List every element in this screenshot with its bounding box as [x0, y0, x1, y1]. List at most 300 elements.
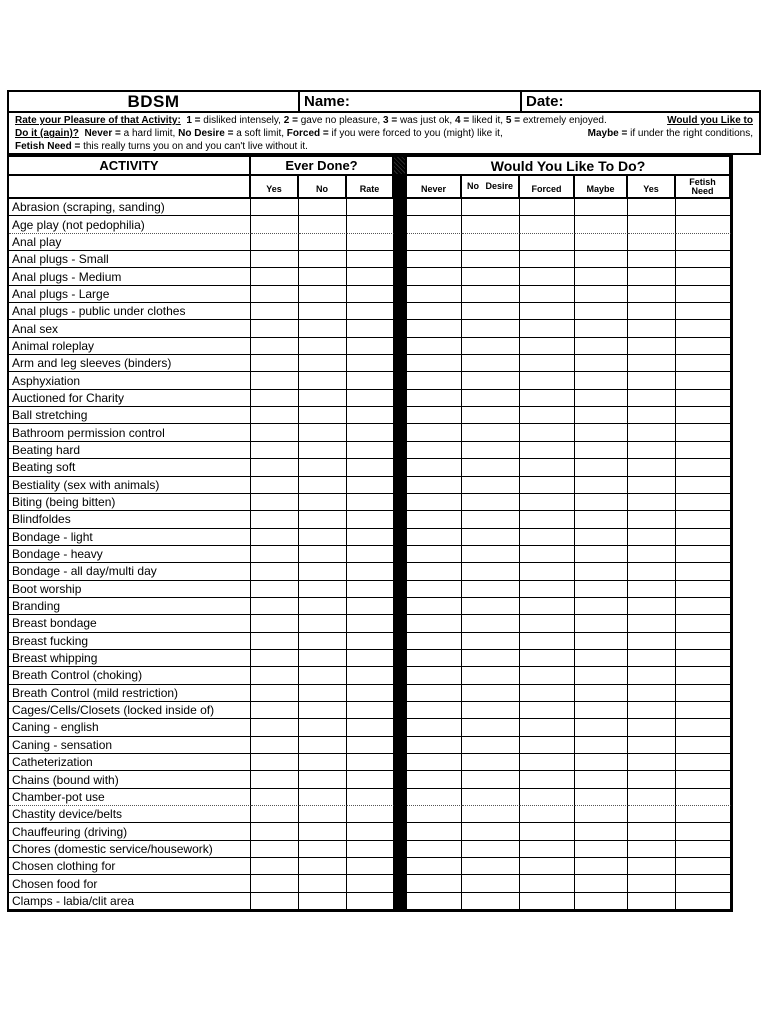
would-like-cell[interactable] [575, 633, 628, 650]
would-like-cell[interactable] [676, 650, 731, 667]
ever-done-cell[interactable] [251, 893, 299, 910]
would-like-cell[interactable] [407, 598, 462, 615]
ever-done-cell[interactable] [251, 581, 299, 598]
would-like-cell[interactable] [676, 754, 731, 771]
would-like-cell[interactable] [676, 286, 731, 303]
would-like-cell[interactable] [462, 303, 520, 320]
ever-done-cell[interactable] [251, 858, 299, 875]
would-like-cell[interactable] [676, 667, 731, 684]
ever-done-cell[interactable] [251, 771, 299, 788]
would-like-cell[interactable] [575, 615, 628, 632]
would-like-cell[interactable] [407, 442, 462, 459]
ever-done-cell[interactable] [347, 650, 394, 667]
ever-done-cell[interactable] [347, 494, 394, 511]
ever-done-cell[interactable] [299, 563, 347, 580]
ever-done-cell[interactable] [251, 199, 299, 216]
would-like-cell[interactable] [628, 494, 676, 511]
ever-done-cell[interactable] [299, 477, 347, 494]
would-like-cell[interactable] [628, 234, 676, 251]
would-like-cell[interactable] [407, 858, 462, 875]
would-like-cell[interactable] [407, 390, 462, 407]
ever-done-cell[interactable] [299, 875, 347, 892]
would-like-cell[interactable] [628, 841, 676, 858]
would-like-cell[interactable] [407, 407, 462, 424]
would-like-cell[interactable] [407, 355, 462, 372]
would-like-cell[interactable] [520, 581, 575, 598]
ever-done-cell[interactable] [299, 459, 347, 476]
would-like-cell[interactable] [676, 216, 731, 233]
ever-done-cell[interactable] [251, 407, 299, 424]
would-like-cell[interactable] [628, 459, 676, 476]
would-like-cell[interactable] [462, 650, 520, 667]
would-like-cell[interactable] [575, 823, 628, 840]
ever-done-cell[interactable] [347, 875, 394, 892]
would-like-cell[interactable] [462, 234, 520, 251]
ever-done-cell[interactable] [299, 650, 347, 667]
ever-done-cell[interactable] [299, 424, 347, 441]
would-like-cell[interactable] [628, 251, 676, 268]
would-like-cell[interactable] [575, 320, 628, 337]
would-like-cell[interactable] [520, 841, 575, 858]
would-like-cell[interactable] [628, 702, 676, 719]
would-like-cell[interactable] [676, 823, 731, 840]
ever-done-cell[interactable] [347, 372, 394, 389]
ever-done-cell[interactable] [251, 424, 299, 441]
would-like-cell[interactable] [676, 546, 731, 563]
would-like-cell[interactable] [462, 737, 520, 754]
ever-done-cell[interactable] [347, 424, 394, 441]
would-like-cell[interactable] [462, 563, 520, 580]
would-like-cell[interactable] [575, 685, 628, 702]
ever-done-cell[interactable] [251, 685, 299, 702]
ever-done-cell[interactable] [251, 251, 299, 268]
ever-done-cell[interactable] [347, 789, 394, 806]
would-like-cell[interactable] [575, 286, 628, 303]
date-field[interactable] [520, 92, 759, 111]
would-like-cell[interactable] [628, 806, 676, 823]
would-like-cell[interactable] [407, 806, 462, 823]
would-like-cell[interactable] [676, 737, 731, 754]
would-like-cell[interactable] [575, 390, 628, 407]
ever-done-cell[interactable] [299, 234, 347, 251]
ever-done-cell[interactable] [347, 823, 394, 840]
ever-done-cell[interactable] [347, 390, 394, 407]
would-like-cell[interactable] [407, 893, 462, 910]
would-like-cell[interactable] [628, 442, 676, 459]
would-like-cell[interactable] [462, 754, 520, 771]
would-like-cell[interactable] [462, 268, 520, 285]
would-like-cell[interactable] [462, 875, 520, 892]
would-like-cell[interactable] [520, 511, 575, 528]
would-like-cell[interactable] [520, 234, 575, 251]
would-like-cell[interactable] [520, 667, 575, 684]
would-like-cell[interactable] [676, 407, 731, 424]
would-like-cell[interactable] [407, 633, 462, 650]
ever-done-cell[interactable] [299, 390, 347, 407]
would-like-cell[interactable] [628, 598, 676, 615]
would-like-cell[interactable] [520, 303, 575, 320]
would-like-cell[interactable] [628, 685, 676, 702]
would-like-cell[interactable] [575, 511, 628, 528]
would-like-cell[interactable] [676, 858, 731, 875]
would-like-cell[interactable] [462, 667, 520, 684]
would-like-cell[interactable] [462, 771, 520, 788]
would-like-cell[interactable] [575, 338, 628, 355]
would-like-cell[interactable] [628, 268, 676, 285]
ever-done-cell[interactable] [299, 355, 347, 372]
would-like-cell[interactable] [520, 529, 575, 546]
would-like-cell[interactable] [676, 303, 731, 320]
ever-done-cell[interactable] [299, 286, 347, 303]
would-like-cell[interactable] [520, 338, 575, 355]
would-like-cell[interactable] [575, 598, 628, 615]
would-like-cell[interactable] [575, 477, 628, 494]
would-like-cell[interactable] [628, 737, 676, 754]
would-like-cell[interactable] [575, 719, 628, 736]
would-like-cell[interactable] [462, 633, 520, 650]
ever-done-cell[interactable] [251, 338, 299, 355]
ever-done-cell[interactable] [299, 511, 347, 528]
would-like-cell[interactable] [462, 719, 520, 736]
ever-done-cell[interactable] [299, 494, 347, 511]
ever-done-cell[interactable] [347, 511, 394, 528]
would-like-cell[interactable] [575, 199, 628, 216]
would-like-cell[interactable] [462, 494, 520, 511]
would-like-cell[interactable] [462, 355, 520, 372]
name-field[interactable] [298, 92, 520, 111]
ever-done-cell[interactable] [347, 529, 394, 546]
ever-done-cell[interactable] [299, 771, 347, 788]
ever-done-cell[interactable] [347, 737, 394, 754]
would-like-cell[interactable] [520, 771, 575, 788]
ever-done-cell[interactable] [251, 563, 299, 580]
ever-done-cell[interactable] [251, 546, 299, 563]
ever-done-cell[interactable] [347, 546, 394, 563]
would-like-cell[interactable] [676, 494, 731, 511]
would-like-cell[interactable] [520, 251, 575, 268]
would-like-cell[interactable] [628, 719, 676, 736]
would-like-cell[interactable] [676, 841, 731, 858]
ever-done-cell[interactable] [347, 581, 394, 598]
would-like-cell[interactable] [407, 286, 462, 303]
would-like-cell[interactable] [575, 216, 628, 233]
would-like-cell[interactable] [520, 893, 575, 910]
ever-done-cell[interactable] [347, 615, 394, 632]
ever-done-cell[interactable] [299, 858, 347, 875]
ever-done-cell[interactable] [251, 754, 299, 771]
would-like-cell[interactable] [407, 667, 462, 684]
would-like-cell[interactable] [462, 598, 520, 615]
ever-done-cell[interactable] [299, 685, 347, 702]
would-like-cell[interactable] [407, 372, 462, 389]
ever-done-cell[interactable] [251, 494, 299, 511]
would-like-cell[interactable] [462, 320, 520, 337]
would-like-cell[interactable] [628, 477, 676, 494]
ever-done-cell[interactable] [299, 303, 347, 320]
would-like-cell[interactable] [407, 789, 462, 806]
would-like-cell[interactable] [520, 615, 575, 632]
would-like-cell[interactable] [462, 251, 520, 268]
ever-done-cell[interactable] [299, 806, 347, 823]
would-like-cell[interactable] [407, 702, 462, 719]
would-like-cell[interactable] [462, 424, 520, 441]
ever-done-cell[interactable] [347, 199, 394, 216]
would-like-cell[interactable] [520, 633, 575, 650]
ever-done-cell[interactable] [251, 598, 299, 615]
ever-done-cell[interactable] [299, 529, 347, 546]
would-like-cell[interactable] [676, 511, 731, 528]
would-like-cell[interactable] [628, 407, 676, 424]
ever-done-cell[interactable] [347, 702, 394, 719]
would-like-cell[interactable] [676, 199, 731, 216]
would-like-cell[interactable] [407, 477, 462, 494]
ever-done-cell[interactable] [251, 615, 299, 632]
would-like-cell[interactable] [676, 338, 731, 355]
would-like-cell[interactable] [676, 529, 731, 546]
would-like-cell[interactable] [628, 581, 676, 598]
would-like-cell[interactable] [520, 858, 575, 875]
would-like-cell[interactable] [462, 407, 520, 424]
ever-done-cell[interactable] [251, 477, 299, 494]
would-like-cell[interactable] [628, 199, 676, 216]
would-like-cell[interactable] [462, 390, 520, 407]
would-like-cell[interactable] [676, 563, 731, 580]
would-like-cell[interactable] [462, 789, 520, 806]
ever-done-cell[interactable] [347, 251, 394, 268]
ever-done-cell[interactable] [251, 806, 299, 823]
would-like-cell[interactable] [462, 858, 520, 875]
would-like-cell[interactable] [676, 390, 731, 407]
ever-done-cell[interactable] [299, 598, 347, 615]
would-like-cell[interactable] [628, 893, 676, 910]
ever-done-cell[interactable] [299, 667, 347, 684]
would-like-cell[interactable] [628, 511, 676, 528]
would-like-cell[interactable] [462, 286, 520, 303]
would-like-cell[interactable] [462, 477, 520, 494]
would-like-cell[interactable] [628, 875, 676, 892]
would-like-cell[interactable] [628, 546, 676, 563]
would-like-cell[interactable] [407, 268, 462, 285]
would-like-cell[interactable] [628, 771, 676, 788]
would-like-cell[interactable] [575, 789, 628, 806]
ever-done-cell[interactable] [299, 841, 347, 858]
would-like-cell[interactable] [575, 372, 628, 389]
ever-done-cell[interactable] [251, 303, 299, 320]
ever-done-cell[interactable] [251, 216, 299, 233]
would-like-cell[interactable] [676, 893, 731, 910]
would-like-cell[interactable] [520, 598, 575, 615]
ever-done-cell[interactable] [299, 407, 347, 424]
would-like-cell[interactable] [520, 806, 575, 823]
would-like-cell[interactable] [520, 789, 575, 806]
would-like-cell[interactable] [407, 581, 462, 598]
ever-done-cell[interactable] [347, 268, 394, 285]
ever-done-cell[interactable] [347, 806, 394, 823]
would-like-cell[interactable] [462, 841, 520, 858]
ever-done-cell[interactable] [347, 442, 394, 459]
would-like-cell[interactable] [575, 303, 628, 320]
would-like-cell[interactable] [462, 546, 520, 563]
ever-done-cell[interactable] [251, 372, 299, 389]
would-like-cell[interactable] [575, 650, 628, 667]
ever-done-cell[interactable] [251, 511, 299, 528]
ever-done-cell[interactable] [347, 477, 394, 494]
would-like-cell[interactable] [407, 685, 462, 702]
ever-done-cell[interactable] [347, 685, 394, 702]
would-like-cell[interactable] [575, 771, 628, 788]
ever-done-cell[interactable] [251, 737, 299, 754]
ever-done-cell[interactable] [347, 355, 394, 372]
ever-done-cell[interactable] [347, 407, 394, 424]
ever-done-cell[interactable] [299, 719, 347, 736]
would-like-cell[interactable] [407, 841, 462, 858]
would-like-cell[interactable] [676, 771, 731, 788]
would-like-cell[interactable] [520, 702, 575, 719]
would-like-cell[interactable] [628, 563, 676, 580]
ever-done-cell[interactable] [299, 737, 347, 754]
would-like-cell[interactable] [462, 615, 520, 632]
would-like-cell[interactable] [407, 650, 462, 667]
would-like-cell[interactable] [628, 858, 676, 875]
ever-done-cell[interactable] [251, 667, 299, 684]
would-like-cell[interactable] [462, 823, 520, 840]
ever-done-cell[interactable] [299, 754, 347, 771]
ever-done-cell[interactable] [347, 633, 394, 650]
would-like-cell[interactable] [462, 459, 520, 476]
would-like-cell[interactable] [520, 754, 575, 771]
would-like-cell[interactable] [407, 199, 462, 216]
would-like-cell[interactable] [628, 320, 676, 337]
ever-done-cell[interactable] [347, 754, 394, 771]
would-like-cell[interactable] [407, 459, 462, 476]
would-like-cell[interactable] [407, 823, 462, 840]
would-like-cell[interactable] [462, 372, 520, 389]
would-like-cell[interactable] [407, 615, 462, 632]
ever-done-cell[interactable] [347, 719, 394, 736]
would-like-cell[interactable] [407, 216, 462, 233]
would-like-cell[interactable] [575, 581, 628, 598]
would-like-cell[interactable] [676, 719, 731, 736]
would-like-cell[interactable] [462, 893, 520, 910]
would-like-cell[interactable] [520, 563, 575, 580]
would-like-cell[interactable] [520, 650, 575, 667]
ever-done-cell[interactable] [251, 633, 299, 650]
would-like-cell[interactable] [575, 875, 628, 892]
would-like-cell[interactable] [575, 737, 628, 754]
ever-done-cell[interactable] [299, 251, 347, 268]
would-like-cell[interactable] [676, 442, 731, 459]
would-like-cell[interactable] [628, 823, 676, 840]
would-like-cell[interactable] [676, 372, 731, 389]
would-like-cell[interactable] [628, 390, 676, 407]
would-like-cell[interactable] [520, 442, 575, 459]
would-like-cell[interactable] [520, 268, 575, 285]
ever-done-cell[interactable] [299, 320, 347, 337]
would-like-cell[interactable] [676, 702, 731, 719]
would-like-cell[interactable] [575, 806, 628, 823]
would-like-cell[interactable] [628, 355, 676, 372]
would-like-cell[interactable] [520, 355, 575, 372]
would-like-cell[interactable] [628, 424, 676, 441]
ever-done-cell[interactable] [299, 372, 347, 389]
would-like-cell[interactable] [676, 234, 731, 251]
ever-done-cell[interactable] [347, 667, 394, 684]
would-like-cell[interactable] [407, 529, 462, 546]
would-like-cell[interactable] [462, 685, 520, 702]
would-like-cell[interactable] [407, 303, 462, 320]
would-like-cell[interactable] [520, 494, 575, 511]
would-like-cell[interactable] [520, 685, 575, 702]
ever-done-cell[interactable] [251, 320, 299, 337]
ever-done-cell[interactable] [347, 338, 394, 355]
ever-done-cell[interactable] [251, 529, 299, 546]
would-like-cell[interactable] [462, 702, 520, 719]
would-like-cell[interactable] [628, 754, 676, 771]
ever-done-cell[interactable] [347, 858, 394, 875]
ever-done-cell[interactable] [299, 789, 347, 806]
ever-done-cell[interactable] [347, 841, 394, 858]
ever-done-cell[interactable] [347, 459, 394, 476]
ever-done-cell[interactable] [251, 355, 299, 372]
would-like-cell[interactable] [462, 529, 520, 546]
would-like-cell[interactable] [676, 806, 731, 823]
ever-done-cell[interactable] [299, 633, 347, 650]
would-like-cell[interactable] [520, 407, 575, 424]
would-like-cell[interactable] [407, 719, 462, 736]
ever-done-cell[interactable] [251, 442, 299, 459]
ever-done-cell[interactable] [299, 338, 347, 355]
would-like-cell[interactable] [628, 667, 676, 684]
would-like-cell[interactable] [462, 806, 520, 823]
would-like-cell[interactable] [520, 424, 575, 441]
would-like-cell[interactable] [628, 338, 676, 355]
would-like-cell[interactable] [575, 234, 628, 251]
ever-done-cell[interactable] [251, 234, 299, 251]
would-like-cell[interactable] [520, 477, 575, 494]
ever-done-cell[interactable] [299, 199, 347, 216]
ever-done-cell[interactable] [251, 719, 299, 736]
would-like-cell[interactable] [575, 667, 628, 684]
would-like-cell[interactable] [407, 511, 462, 528]
would-like-cell[interactable] [407, 320, 462, 337]
would-like-cell[interactable] [575, 702, 628, 719]
would-like-cell[interactable] [628, 286, 676, 303]
would-like-cell[interactable] [407, 546, 462, 563]
would-like-cell[interactable] [407, 251, 462, 268]
ever-done-cell[interactable] [347, 303, 394, 320]
would-like-cell[interactable] [575, 754, 628, 771]
would-like-cell[interactable] [676, 320, 731, 337]
would-like-cell[interactable] [407, 737, 462, 754]
would-like-cell[interactable] [676, 251, 731, 268]
would-like-cell[interactable] [520, 286, 575, 303]
would-like-cell[interactable] [462, 338, 520, 355]
ever-done-cell[interactable] [251, 650, 299, 667]
ever-done-cell[interactable] [299, 823, 347, 840]
would-like-cell[interactable] [676, 598, 731, 615]
ever-done-cell[interactable] [251, 286, 299, 303]
ever-done-cell[interactable] [299, 702, 347, 719]
would-like-cell[interactable] [462, 199, 520, 216]
would-like-cell[interactable] [676, 685, 731, 702]
would-like-cell[interactable] [462, 511, 520, 528]
would-like-cell[interactable] [462, 216, 520, 233]
would-like-cell[interactable] [462, 442, 520, 459]
would-like-cell[interactable] [676, 355, 731, 372]
would-like-cell[interactable] [628, 615, 676, 632]
would-like-cell[interactable] [676, 268, 731, 285]
would-like-cell[interactable] [407, 494, 462, 511]
